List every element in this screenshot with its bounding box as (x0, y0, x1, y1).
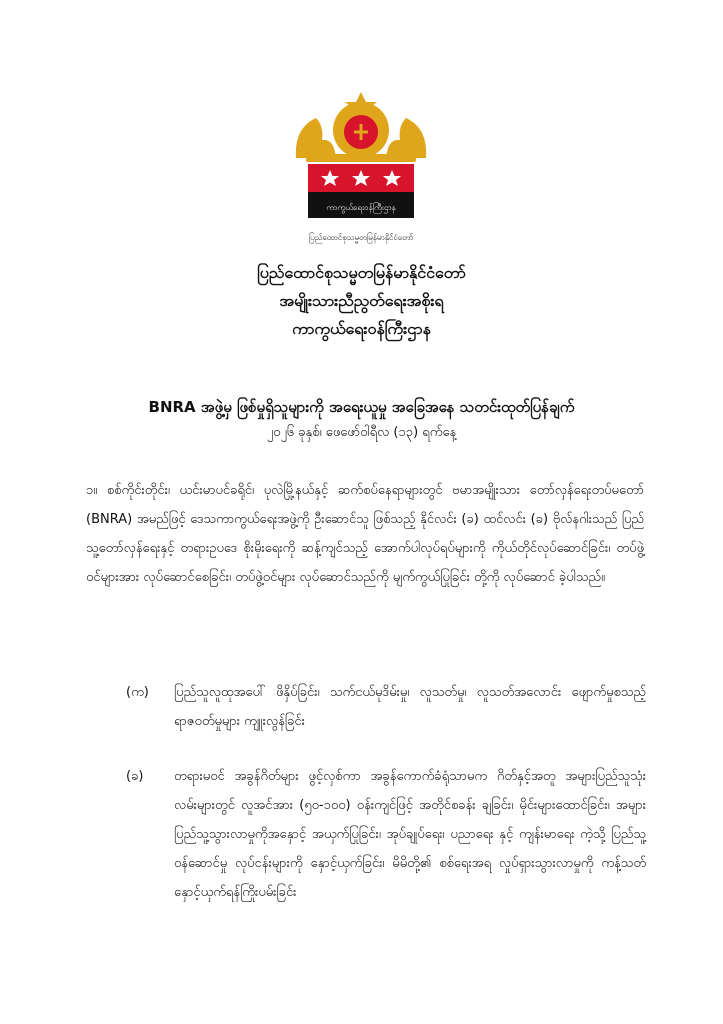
header-line-3: ကာကွယ်ရေးဝန်ကြီးဌာန (292, 319, 431, 338)
list-item (126, 678, 646, 736)
header-line-2: အမျိုးသားညီညွတ်ရေးအစိုးရ (279, 291, 444, 310)
state-emblem (276, 88, 446, 228)
document-date: ၂၀၂၆ ခုနှစ်၊ ဖေဖော်ဝါရီလ (၁၃) ရက်နေ့ (266, 425, 457, 440)
list-item-text: ပြည်သူလူထုအပေါ် ဖိနှိပ်ခြင်း၊ သက်ငယ်မုဒိမ်းမှု၊ လူသတ်မှု၊ လူသတ်အလောင်း ဖျောက်မှုစသည့် ရာဇဝတ်မှုများ ကျူးလွန်ခြင်း (174, 685, 646, 729)
list-item-number: (ခ) (126, 769, 144, 784)
emblem-graphic (276, 88, 446, 228)
list-item-number: (က) (126, 685, 149, 700)
flag-text: ကာကွယ်ရေးဝန်ကြီးဌာန (326, 203, 396, 212)
list-item (126, 762, 646, 907)
header-line-1: ပြည်ထောင်စုသမ္မတမြန်မာနိုင်ငံတော် (257, 263, 466, 282)
body-paragraph-1: ၁။ စစ်ကိုင်းတိုင်း၊ ယင်းမာပင်ခရိုင်၊ ပုလဲမြို့နယ်နှင့် ဆက်စပ်နေရာများတွင် ဗမာအမျိုးသား တော်လှန်ရေးတပ်မတော် (BNRA) အမည်ဖြင့် ဒေသကာကွယ်ရေးအဖွဲ့ကို ဦးဆောင်သူ ဖြစ်သည့် နိုင်လင်း (ခ) ထင်လင်း (ခ) ဗိုလ်နဂါးသည် ပြည်သူ့တော်လှန်ရေးနှင့် တရားဥပဒေ စိုးမိုးရေးကို ဆန့်ကျင်သည့် အောက်ပါလုပ်ရပ်များကို ကိုယ်တိုင်လုပ်ဆောင်ခြင်း၊ တပ်ဖွဲ့ဝင်များအား လုပ်ဆောင်စေခြင်း၊ တပ်ဖွဲ့ဝင်များ လုပ်ဆောင်သည်ကို မျက်ကွယ်ပြုခြင်း တို့ကို လုပ်ဆောင် ခဲ့ပါသည်။ (86, 483, 644, 585)
list-item-text: တရားမဝင် အခွန်ဂိတ်များ ဖွင့်လှစ်ကာ အခွန်ကောက်ခံရုံသာမက ဂိတ်နှင့်အတူ အများပြည်သူသုံးလမ်းများတွင် လူအင်အား (၅၀-၁၀၀) ဝန်းကျင်ဖြင့် အတိုင်စခန်း ချခြင်း၊ မိုင်းများထောင်ခြင်း၊ အများပြည်သူ့သွားလာမှုကိုအနှောင့် အယှက်ပြုခြင်း၊ အုပ်ချုပ်ရေး၊ ပညာရေး နှင့် ကျန်းမာရေး ကဲ့သို့ ပြည်သူ့ဝန်ဆောင်မှု လုပ်ငန်းများကို နှောင့်ယှက်ခြင်း၊ မိမိတို့၏ စစ်ရေးအရ လှုပ်ရှားသွားလာမှုကို ကန့်သတ်နှောင့်ယှက်ရန်ကြိုးပမ်းခြင်း (174, 769, 646, 900)
emblem-caption: ပြည်ထောင်စုသမ္မတမြန်မာနိုင်ငံတော် (308, 233, 414, 242)
document-title: BNRA အဖွဲ့မှ ဖြစ်မှုရှိသူများကို အရေးယူမှု အခြေအနေ သတင်းထုတ်ပြန်ချက် (148, 398, 575, 416)
